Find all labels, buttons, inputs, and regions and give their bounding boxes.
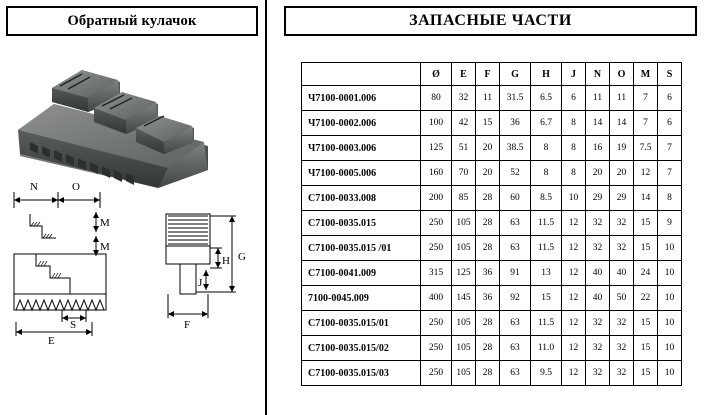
cell-E: 70 [452,161,476,186]
cell-Ø: 400 [421,286,452,311]
cell-M: 15 [634,311,658,336]
table-row [302,336,682,361]
cell-H: 11.0 [531,336,562,361]
header-cell-O: O [610,63,634,86]
cell-N: 11 [586,86,610,111]
drawing-label-O: O [72,182,80,193]
cell-Ø: 200 [421,186,452,211]
cell-H: 8 [531,136,562,161]
cell-G: 52 [500,161,531,186]
cell-part-code: Ч7100-0005.006 [302,161,421,186]
header-cell-diameter: Ø [421,63,452,86]
cell-F: 28 [476,336,500,361]
cell-S: 10 [658,336,682,361]
cell-E: 105 [452,211,476,236]
drawing-label-M1: M [100,217,110,229]
cell-S: 10 [658,236,682,261]
cell-S: 6 [658,86,682,111]
cell-H: 6.5 [531,86,562,111]
cell-H: 9.5 [531,361,562,386]
cell-O: 14 [610,111,634,136]
cell-M: 15 [634,336,658,361]
table-row [302,186,682,211]
cell-M: 15 [634,211,658,236]
cell-G: 63 [500,211,531,236]
table-row [302,361,682,386]
cell-O: 50 [610,286,634,311]
cell-part-code: С7100-0041.009 [302,261,421,286]
cell-G: 92 [500,286,531,311]
cell-G: 36 [500,111,531,136]
cell-E: 105 [452,236,476,261]
table-header-row [302,63,682,86]
cell-E: 125 [452,261,476,286]
header-cell-S: S [658,63,682,86]
cell-N: 14 [586,111,610,136]
cell-O: 32 [610,211,634,236]
cell-J: 12 [562,361,586,386]
cell-O: 20 [610,161,634,186]
cell-G: 91 [500,261,531,286]
cell-H: 6.7 [531,111,562,136]
cell-N: 32 [586,311,610,336]
cell-part-code: С7100-0035.015 [302,211,421,236]
cell-O: 29 [610,186,634,211]
cell-E: 105 [452,311,476,336]
cell-Ø: 250 [421,336,452,361]
cell-part-code: С7100-0035.015/02 [302,336,421,361]
cell-M: 12 [634,161,658,186]
cell-F: 28 [476,186,500,211]
cell-part-code: 7100-0045.009 [302,286,421,311]
cell-O: 19 [610,136,634,161]
right-panel-title [284,6,697,36]
header-cell-H: H [531,63,562,86]
cell-J: 8 [562,161,586,186]
cell-N: 29 [586,186,610,211]
cell-J: 12 [562,286,586,311]
cell-S: 7 [658,136,682,161]
cell-part-code: С7100-0035.015/01 [302,311,421,336]
cell-F: 15 [476,111,500,136]
cell-O: 11 [610,86,634,111]
cell-H: 13 [531,261,562,286]
cell-Ø: 125 [421,136,452,161]
cell-F: 28 [476,311,500,336]
cell-G: 63 [500,336,531,361]
cell-F: 28 [476,211,500,236]
header-cell-J: J [562,63,586,86]
cell-Ø: 250 [421,311,452,336]
cell-H: 11.5 [531,236,562,261]
drawing-label-M2: M [100,241,110,253]
spare-parts-table [301,62,682,386]
technical-drawing [0,182,266,347]
cell-H: 8 [531,161,562,186]
cell-F: 20 [476,136,500,161]
cell-O: 32 [610,361,634,386]
cell-Ø: 250 [421,236,452,261]
cell-part-code: С7100-0035.015/03 [302,361,421,386]
cell-G: 63 [500,361,531,386]
cell-N: 32 [586,336,610,361]
cell-E: 51 [452,136,476,161]
cell-J: 12 [562,236,586,261]
cell-Ø: 160 [421,161,452,186]
left-panel [0,0,267,415]
cell-F: 28 [476,236,500,261]
cell-E: 105 [452,361,476,386]
cell-M: 14 [634,186,658,211]
cell-S: 8 [658,186,682,211]
cell-Ø: 100 [421,111,452,136]
cell-S: 10 [658,361,682,386]
cell-part-code: С7100-0033.008 [302,186,421,211]
drawing-label-S: S [70,319,77,331]
table-row [302,311,682,336]
cell-G: 63 [500,311,531,336]
cell-G: 31.5 [500,86,531,111]
cell-O: 40 [610,261,634,286]
cell-M: 7.5 [634,136,658,161]
cell-O: 32 [610,311,634,336]
cell-part-code: Ч7100-0001.006 [302,86,421,111]
cell-H: 15 [531,286,562,311]
cell-H: 8.5 [531,186,562,211]
table-row [302,111,682,136]
cell-S: 9 [658,211,682,236]
cell-M: 24 [634,261,658,286]
header-cell-M: M [634,63,658,86]
cell-J: 8 [562,111,586,136]
cell-part-code: Ч7100-0003.006 [302,136,421,161]
cell-N: 32 [586,211,610,236]
cell-M: 15 [634,361,658,386]
cell-S: 7 [658,161,682,186]
cell-Ø: 250 [421,361,452,386]
cell-J: 8 [562,136,586,161]
cell-part-code: С7100-0035.015 /01 [302,236,421,261]
header-cell-code [302,63,421,86]
cell-M: 22 [634,286,658,311]
right-title-text: ЗАПАСНЫЕ ЧАСТИ [409,12,572,29]
header-cell-F: F [476,63,500,86]
cell-E: 105 [452,336,476,361]
cell-M: 15 [634,236,658,261]
cell-F: 11 [476,86,500,111]
cell-Ø: 315 [421,261,452,286]
cell-N: 16 [586,136,610,161]
header-cell-G: G [500,63,531,86]
cell-M: 7 [634,86,658,111]
cell-G: 60 [500,186,531,211]
drawing-label-H: H [222,255,230,267]
table-row [302,161,682,186]
cell-O: 32 [610,336,634,361]
cell-F: 28 [476,361,500,386]
cell-H: 11.5 [531,311,562,336]
cell-J: 12 [562,261,586,286]
table-body [302,86,682,386]
cell-S: 10 [658,286,682,311]
drawing-label-N: N [30,182,38,193]
cell-J: 12 [562,311,586,336]
cell-J: 12 [562,211,586,236]
cell-E: 42 [452,111,476,136]
cell-G: 63 [500,236,531,261]
cell-S: 10 [658,261,682,286]
cell-E: 85 [452,186,476,211]
cell-F: 20 [476,161,500,186]
cell-N: 40 [586,286,610,311]
cell-E: 145 [452,286,476,311]
cell-J: 12 [562,336,586,361]
cell-G: 38.5 [500,136,531,161]
cell-N: 20 [586,161,610,186]
cell-H: 11.5 [531,211,562,236]
table-row [302,261,682,286]
cell-Ø: 250 [421,211,452,236]
cell-F: 36 [476,286,500,311]
cell-N: 32 [586,361,610,386]
right-panel [269,0,712,415]
drawing-label-F: F [184,319,191,331]
cell-O: 32 [610,236,634,261]
cell-N: 40 [586,261,610,286]
cell-E: 32 [452,86,476,111]
header-cell-E: E [452,63,476,86]
cell-N: 32 [586,236,610,261]
cell-J: 10 [562,186,586,211]
table-row [302,86,682,111]
header-cell-N: N [586,63,610,86]
table-row [302,136,682,161]
reverse-jaw-photo [8,42,258,188]
drawing-label-G: G [238,251,246,263]
cell-M: 7 [634,111,658,136]
cell-J: 6 [562,86,586,111]
table-row [302,286,682,311]
left-title-text: Обратный кулачок [67,12,197,29]
table-row [302,236,682,261]
cell-F: 36 [476,261,500,286]
drawing-label-J: J [198,277,203,289]
table-row [302,211,682,236]
cell-part-code: Ч7100-0002.006 [302,111,421,136]
cell-S: 6 [658,111,682,136]
cell-S: 10 [658,311,682,336]
left-panel-title [6,6,258,36]
cell-Ø: 80 [421,86,452,111]
drawing-label-E: E [48,335,55,347]
